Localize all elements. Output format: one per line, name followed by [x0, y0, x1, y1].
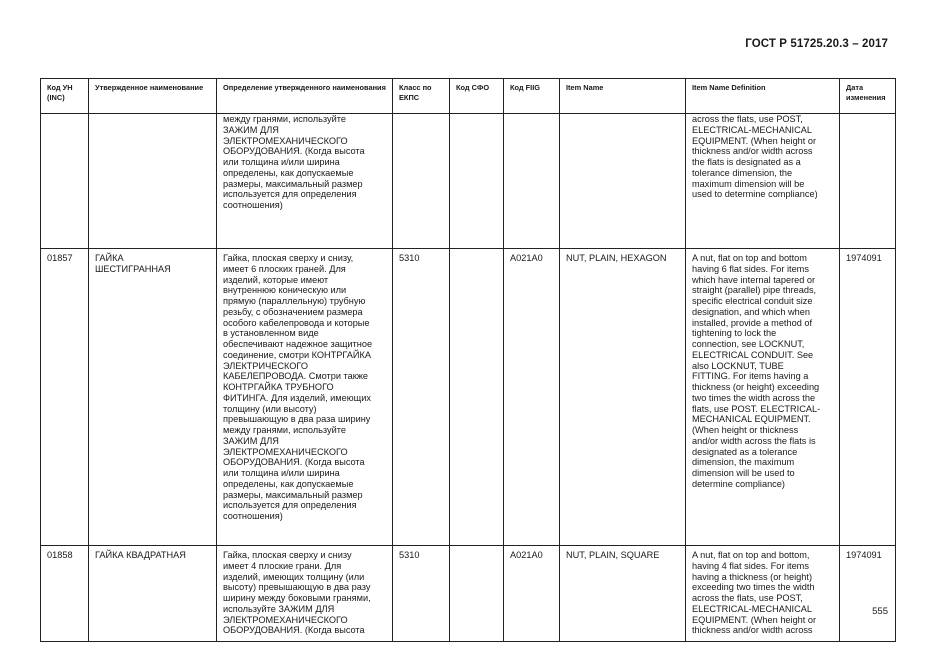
table-row — [41, 249, 896, 546]
cell-change-date — [840, 114, 896, 249]
table-row — [41, 546, 896, 642]
page-number: 555 — [872, 606, 888, 617]
cell-sfo-code — [450, 546, 504, 642]
nomenclature-table — [40, 78, 896, 642]
cell-change-date: 1974091 — [840, 546, 896, 642]
cell-sfo-code — [450, 249, 504, 546]
col-header-inc: Код УН (INC) — [41, 79, 89, 114]
table-header-row — [41, 79, 896, 114]
cell-definition-en: A nut, flat on top and bottom having 6 flat sides. For items which have internal tapered or straight (parallel) pipe threads, specific electrical conduit size designation, and which when installed, provide a method of tightening to lock the connection, see LOCKNUT, ELECTRICAL CONDUIT. See also LOCKNUT, TUBE FITTING. For items having a thickness (or height) exceeding two times the width across the flats, use POST. ELECTRICAL- MECHANICAL EQUIPMENT. (When height or thickness and/or width across the flats is designated as a tolerance dimension, the maximum dimension will be used to determine compliance) — [686, 249, 840, 546]
cell-fiig-code: A021A0 — [504, 546, 560, 642]
cell-item-name — [560, 114, 686, 249]
cell-approved-name: ГАЙКА КВАДРАТНАЯ — [89, 546, 217, 642]
col-header-fiig-code: Код FIIG — [504, 79, 560, 114]
cell-approved-name — [89, 114, 217, 249]
cell-definition-ru: Гайка, плоская сверху и снизу имеет 4 плоские грани. Для изделий, имеющих толщину (или высоту) превышающую в два разу ширину между боковыми гранями, используйте ЗАЖИМ ДЛЯ ЭЛЕКТРОМЕХАНИЧЕСКОГО ОБОРУДОВАНИЯ. (Когда высота — [217, 546, 393, 642]
table-row — [41, 114, 896, 249]
cell-inc: 01858 — [41, 546, 89, 642]
col-header-item-name-definition: Item Name Definition — [686, 79, 840, 114]
cell-change-date: 1974091 — [840, 249, 896, 546]
cell-ekps-class: 5310 — [393, 546, 450, 642]
col-header-ekps-class: Класс по ЕКПС — [393, 79, 450, 114]
cell-fiig-code: A021A0 — [504, 249, 560, 546]
cell-definition-en: A nut, flat on top and bottom, having 4 flat sides. For items having a thickness (or height) exceeding two times the width across the flats, use POST, ELECTRICAL-MECHANICAL EQUIPMENT. (When height or thickness and/or width across — [686, 546, 840, 642]
cell-approved-name: ГАЙКА ШЕСТИГРАННАЯ — [89, 249, 217, 546]
cell-ekps-class: 5310 — [393, 249, 450, 546]
cell-ekps-class — [393, 114, 450, 249]
cell-item-name: NUT, PLAIN, SQUARE — [560, 546, 686, 642]
cell-sfo-code — [450, 114, 504, 249]
col-header-item-name: Item Name — [560, 79, 686, 114]
col-header-sfo-code: Код СФО — [450, 79, 504, 114]
document-id: ГОСТ Р 51725.20.3 – 2017 — [745, 38, 888, 50]
col-header-approved-name: Утвержденное наименование — [89, 79, 217, 114]
cell-definition-en: across the flats, use POST, ELECTRICAL-MECHANICAL EQUIPMENT. (When height or thickness and/or width across the flats is designated as a tolerance dimension, the maximum dimension will be used to determine compliance) — [686, 114, 840, 249]
col-header-name-definition-ru: Определение утвержденного наименования — [217, 79, 393, 114]
cell-inc: 01857 — [41, 249, 89, 546]
cell-definition-ru: Гайка, плоская сверху и снизу, имеет 6 плоских граней. Для изделий, которые имеют внутреннюю коническую или прямую (параллельную) трубную резьбу, с обозначением размера особого кабелепровода и которые в установленном виде обеспечивают надежное защитное соединение, смотри КОНТРГАЙКА ЭЛЕКТРИЧЕСКОГО КАБЕЛЕПРОВОДА. Смотри также КОНТРГАЙКА ТРУБНОГО ФИТИНГА. Для изделий, имеющих толщину (или высоту) превышающую в два раза ширину между гранями, используйте ЗАЖИМ ДЛЯ ЭЛЕКТРОМЕХАНИЧЕСКОГО ОБОРУДОВАНИЯ. (Когда высота или толщина и/или ширина определены, как допускаемые размеры, максимальный размер используется для определения соотношения) — [217, 249, 393, 546]
cell-item-name: NUT, PLAIN, HEXAGON — [560, 249, 686, 546]
cell-inc — [41, 114, 89, 249]
cell-definition-ru: между гранями, используйте ЗАЖИМ ДЛЯ ЭЛЕКТРОМЕХАНИЧЕСКОГО ОБОРУДОВАНИЯ. (Когда высота или толщина и/или ширина определены, как допускаемые размеры, максимальный размер используется для определения соотношения) — [217, 114, 393, 249]
cell-fiig-code — [504, 114, 560, 249]
col-header-change-date: Дата изменения — [840, 79, 896, 114]
